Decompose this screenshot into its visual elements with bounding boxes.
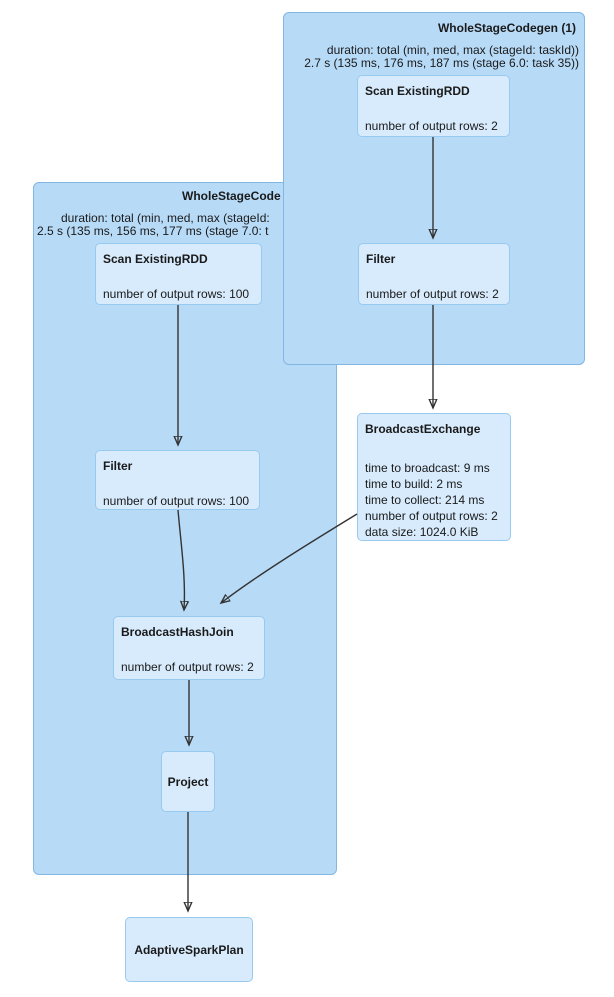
node-filter-2[interactable] <box>95 450 260 510</box>
node-title: BroadcastExchange <box>365 422 481 436</box>
node-title: AdaptiveSparkPlan <box>134 942 244 957</box>
node-broadcast-exchange[interactable] <box>357 413 511 541</box>
cluster-duration-label: duration: total (min, med, max (stageId: <box>61 211 270 225</box>
node-metric: number of output rows: 100 <box>103 494 250 508</box>
cluster-duration-value: 2.5 s (135 ms, 156 ms, 177 ms (stage 7.0: t <box>37 224 269 238</box>
node-broadcast-hash-join[interactable] <box>113 616 265 680</box>
node-title: BroadcastHashJoin <box>121 625 234 639</box>
cluster-wholestagecodegen-1 <box>283 12 585 365</box>
node-adaptive-spark-plan[interactable] <box>125 917 253 982</box>
node-title: Filter <box>366 252 396 266</box>
cluster-duration-value: 2.7 s (135 ms, 176 ms, 187 ms (stage 6.0: task 35)) <box>304 56 579 70</box>
node-title: Scan ExistingRDD <box>365 84 470 98</box>
node-title: Project <box>167 774 209 789</box>
node-metric: number of output rows: 2 <box>366 287 499 301</box>
cluster-title: WholeStageCodegen (1) <box>437 21 576 35</box>
node-metric: number of output rows: 2 <box>121 660 254 674</box>
node-metric: time to broadcast: 9 ms <box>365 461 490 475</box>
node-metric: data size: 1024.0 KiB <box>365 525 479 539</box>
node-metric: time to collect: 214 ms <box>365 493 485 507</box>
node-scan-existingrdd-1[interactable] <box>357 75 510 137</box>
node-metric: number of output rows: 100 <box>103 287 250 301</box>
node-title: Scan ExistingRDD <box>103 252 208 266</box>
node-filter-1[interactable] <box>358 243 510 305</box>
cluster-duration <box>304 44 579 70</box>
node-metric: number of output rows: 2 <box>365 119 498 133</box>
cluster-title: WholeStageCode <box>182 189 281 203</box>
node-scan-existingrdd-2[interactable] <box>95 243 262 305</box>
cluster-duration-label: duration: total (min, med, max (stageId: taskId)) <box>326 43 579 57</box>
node-title: Filter <box>103 459 133 473</box>
node-metric: time to build: 2 ms <box>365 477 463 491</box>
node-project[interactable] <box>161 751 215 812</box>
node-metric: number of output rows: 2 <box>365 509 498 523</box>
